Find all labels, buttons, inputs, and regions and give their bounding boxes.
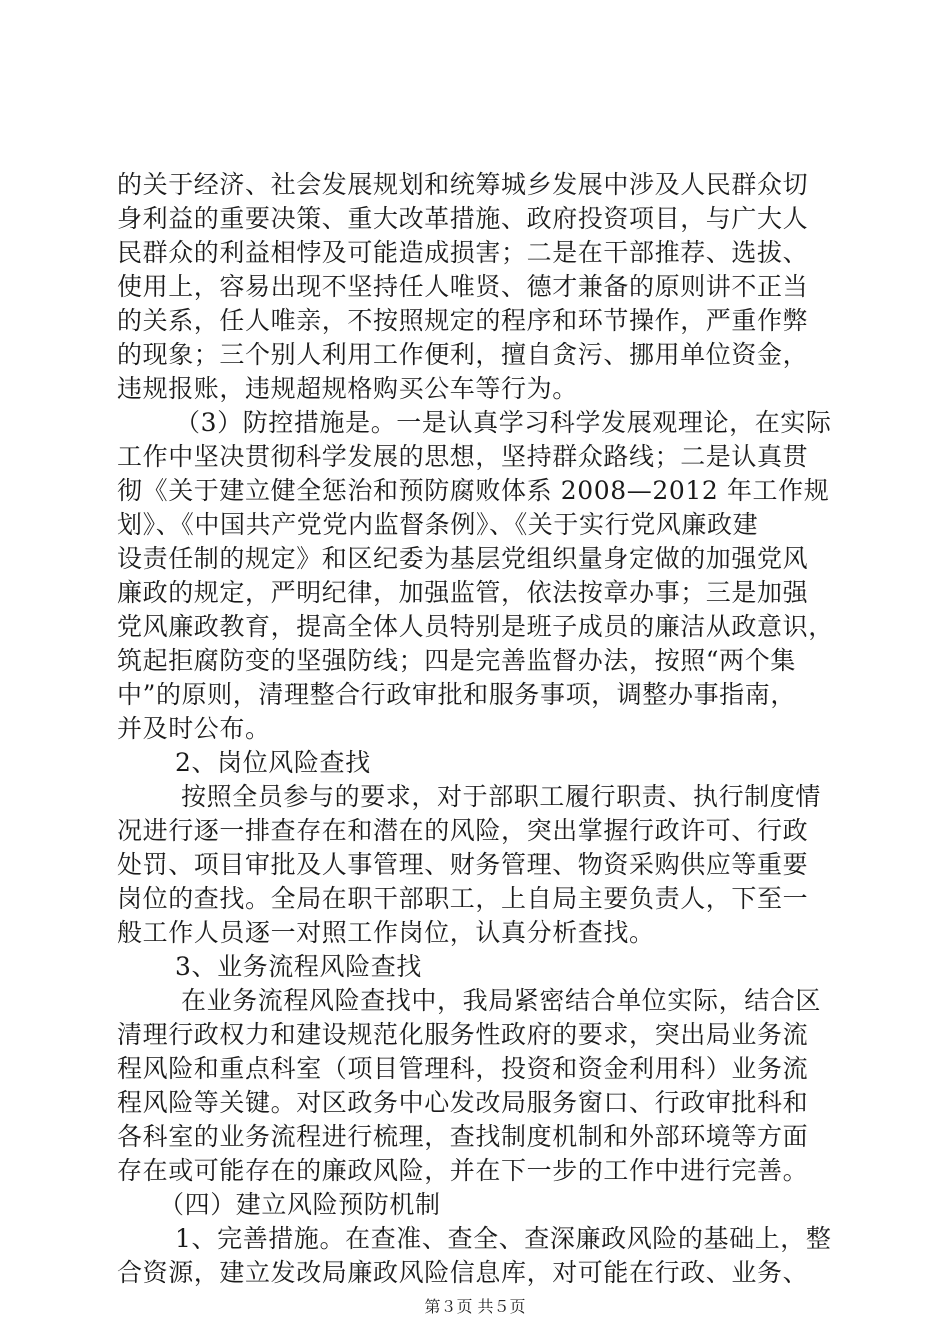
text-line: 合资源，建立发改局廉政风险信息库，对可能在行政、业务、	[117, 1258, 809, 1287]
text-line: 况进行逐一排查存在和潜在的风险，突出掌握行政许可、行政	[117, 816, 809, 845]
text-line: 身利益的重要决策、重大改革措施、政府投资项目，与广大人	[117, 204, 809, 233]
section-heading: 2、岗位风险查找	[175, 748, 371, 777]
text-line: 般工作人员逐一对照工作岗位，认真分析查找。	[117, 918, 655, 947]
text-line: 处罚、项目审批及人事管理、财务管理、物资采购供应等重要	[117, 850, 809, 879]
text-line: 的现象；三个别人利用工作便利，擅自贪污、挪用单位资金，	[117, 340, 809, 369]
text-line: 的关系，任人唯亲，不按照规定的程序和环节操作，严重作弊	[117, 306, 809, 335]
page-number-footer: 第３页 共５页	[424, 1297, 526, 1316]
paragraph-start-line: 在业务流程风险查找中，我局紧密结合单位实际，结合区	[181, 986, 822, 1015]
text-line: 的关于经济、社会发展规划和统筹城乡发展中涉及人民群众切	[117, 170, 809, 199]
text-line: 民群众的利益相悖及可能造成损害；二是在干部推荐、选拔、	[117, 238, 809, 267]
text-line: 程风险和重点科室（项目管理科，投资和资金利用科）业务流	[117, 1054, 809, 1083]
text-line: 划》、《中国共产党党内监督条例》、《关于实行党风廉政建	[117, 510, 759, 539]
text-line: 廉政的规定，严明纪律，加强监管，依法按章办事；三是加强	[117, 578, 809, 607]
text-line: 清理行政权力和建设规范化服务性政府的要求，突出局业务流	[117, 1020, 809, 1049]
text-line: 违规报账，违规超规格购买公车等行为。	[117, 374, 578, 403]
text-line: 筑起拒腐防变的坚强防线；四是完善监督办法，按照“两个集	[117, 646, 796, 675]
section-heading: 3、业务流程风险查找	[175, 952, 422, 981]
text-line: 党风廉政教育，提高全体人员特别是班子成员的廉洁从政意识，	[117, 612, 834, 641]
text-line: 岗位的查找。全局在职干部职工，上自局主要负责人，下至一	[117, 884, 809, 913]
paragraph-start-line: 按照全员参与的要求，对于部职工履行职责、执行制度情	[181, 782, 822, 811]
paragraph-start-line: 1、完善措施。在查准、查全、查深廉政风险的基础上，整	[175, 1224, 832, 1253]
section-heading: （四）建立风险预防机制	[159, 1190, 441, 1219]
text-line: 并及时公布。	[117, 714, 271, 743]
text-line: 存在或可能存在的廉政风险，并在下一步的工作中进行完善。	[117, 1156, 809, 1185]
text-line: 彻《关于建立健全惩治和预防腐败体系 2008—2012 年工作规	[117, 476, 830, 505]
text-line: 中”的原则，清理整合行政审批和服务事项，调整办事指南，	[117, 680, 796, 709]
text-line: 程风险等关键。对区政务中心发改局服务窗口、行政审批科和	[117, 1088, 809, 1117]
text-line: 使用上，容易出现不坚持任人唯贤、德才兼备的原则讲不正当	[117, 272, 809, 301]
text-line: 设责任制的规定》和区纪委为基层党组织量身定做的加强党风	[117, 544, 809, 573]
text-line: 工作中坚决贯彻科学发展的思想，坚持群众路线；二是认真贯	[117, 442, 809, 471]
text-line: 各科室的业务流程进行梳理，查找制度机制和外部环境等方面	[117, 1122, 809, 1151]
paragraph-start-line: （3）防控措施是。一是认真学习科学发展观理论，在实际	[175, 408, 832, 437]
